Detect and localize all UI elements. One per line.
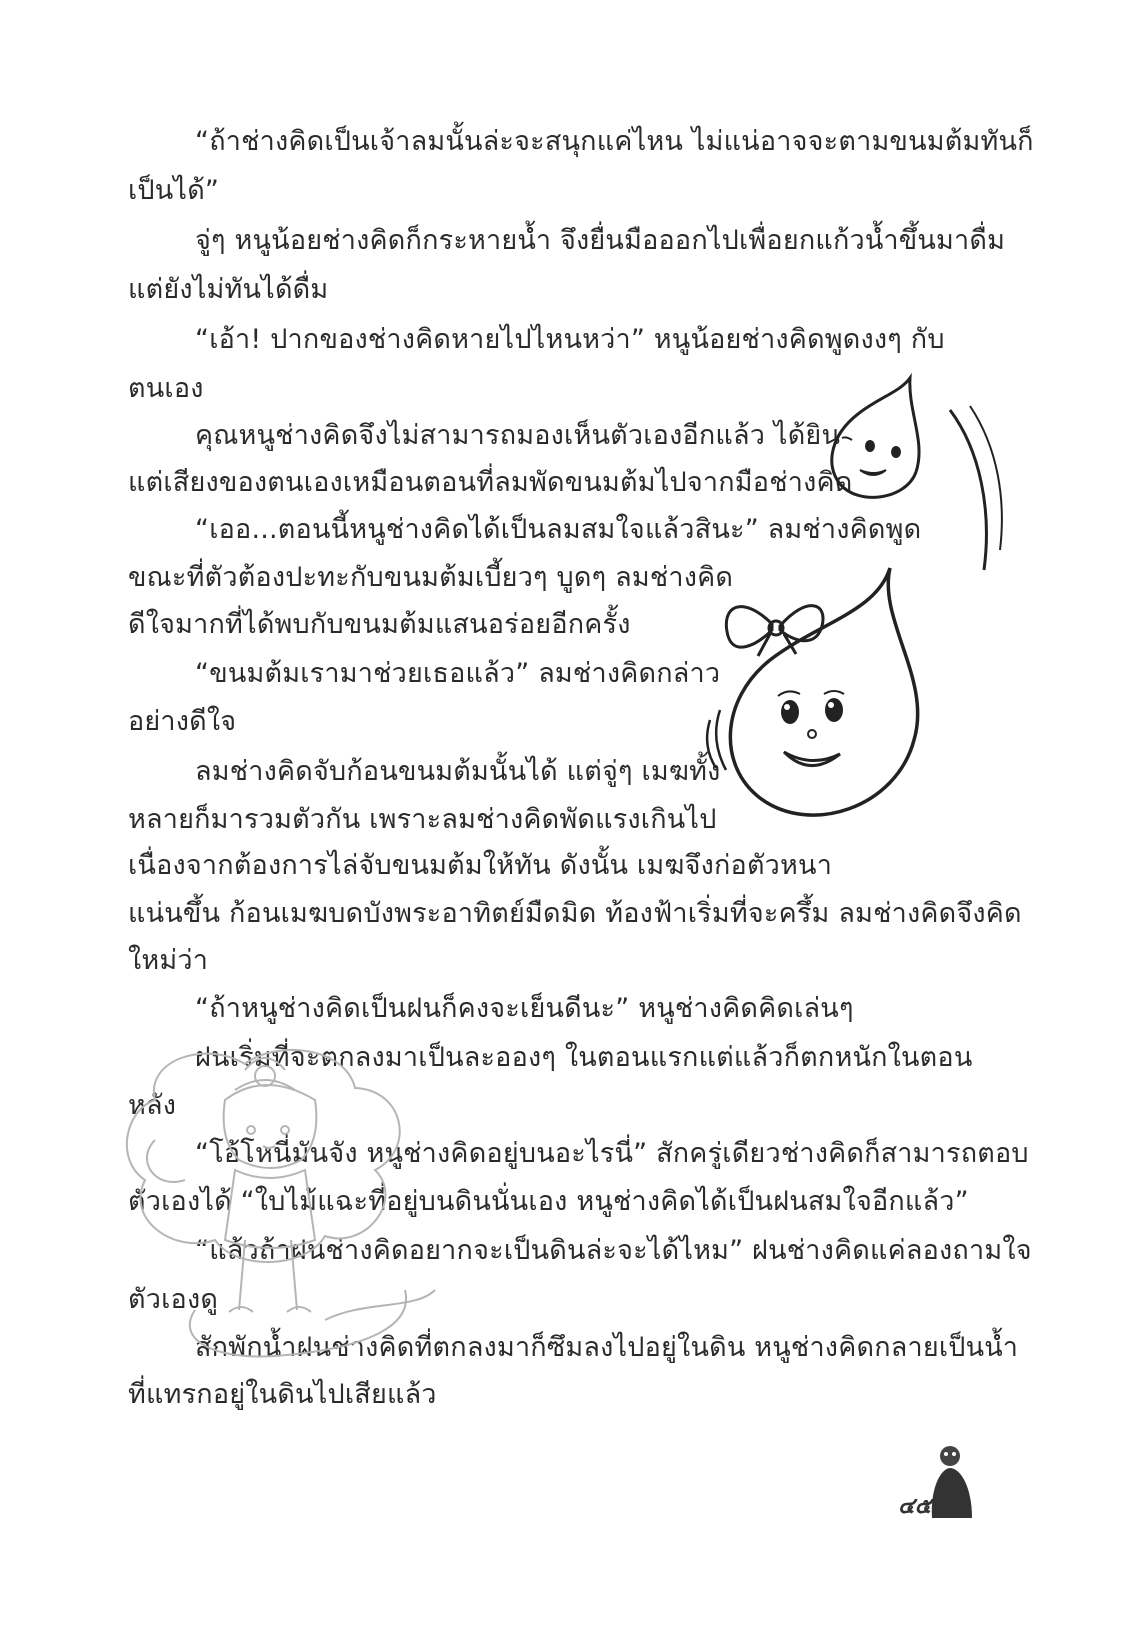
small-character-icon [920, 1440, 980, 1520]
text-line: ลมช่างคิดจับก้อนขนมต้มนั้นได้ แต่จู่ๆ เมฆทั้ง [195, 756, 721, 787]
text-line: “โอ้โหนี่มันจัง หนูช่างคิดอยู่บนอะไรนี่” สักครู่เดียวช่างคิดก็สามารถตอบ [195, 1138, 1029, 1169]
small-water-drop-illustration [818, 372, 928, 512]
text-line: แต่เสียงของตนเองเหมือนตอนที่ลมพัดขนมต้มไปจากมือช่างคิด [128, 467, 853, 498]
text-line: “ถ้าหนูช่างคิดเป็นฝนก็คงจะเย็นดีนะ” หนูช่างคิดคิดเล่นๆ [195, 993, 854, 1024]
text-line: แต่ยังไม่ทันได้ดื่ม [128, 274, 329, 305]
water-drop-girl-illustration [700, 560, 950, 850]
text-line: หลัง [128, 1090, 177, 1121]
text-line: “เอ้า! ปากของช่างคิดหายไปไหนหว่า” หนูน้อยช่างคิดพูดงงๆ กับ [195, 324, 945, 355]
text-line: เป็นได้” [128, 175, 220, 206]
text-line: หลายก็มารวมตัวกัน เพราะลมช่างคิดพัดแรงเกินไป [128, 804, 717, 835]
text-line: “แล้วถ้าฝนช่างคิดอยากจะเป็นดินล่ะจะได้ไหม” ฝนช่างคิดแค่ลองถามใจ [195, 1235, 1032, 1266]
text-line: ตนเอง [128, 373, 204, 404]
text-line: ที่แทรกอยู่ในดินไปเสียแล้ว [128, 1379, 437, 1410]
text-line: จู่ๆ หนูน้อยช่างคิดก็กระหายน้ำ จึงยื่นมือออกไปเพื่อยกแก้วน้ำขึ้นมาดื่ม [195, 225, 1006, 256]
text-line: เนื่องจากต้องการไล่จับขนมต้มให้ทัน ดังนั้น เมฆจึงก่อตัวหนา [128, 850, 833, 881]
text-line: สักพักน้ำฝนช่างคิดที่ตกลงมาก็ซึมลงไปอยู่ในดิน หนูช่างคิดกลายเป็นน้ำ [195, 1332, 1019, 1363]
girl-on-cloud-illustration [115, 1040, 445, 1380]
text-line: แน่นขึ้น ก้อนเมฆบดบังพระอาทิตย์มืดมิด ท้องฟ้าเริ่มที่จะครึ้ม ลมช่างคิดจึงคิด [128, 898, 1022, 929]
text-line: อย่างดีใจ [128, 706, 237, 737]
text-line: ตัวเองดู [128, 1284, 219, 1315]
motion-lines-icon [940, 400, 1010, 580]
text-line: “ถ้าช่างคิดเป็นเจ้าลมนั้นล่ะจะสนุกแค่ไหน ไม่แน่อาจจะตามขนมต้มทันก็ [195, 126, 1034, 157]
text-line: “ขนมต้มเรามาช่วยเธอแล้ว” ลมช่างคิดกล่าว [195, 658, 721, 689]
text-line: ตัวเองได้ “ใบไม้แฉะที่อยู่บนดินนั่นเอง หนูช่างคิดได้เป็นฝนสมใจอีกแล้ว” [128, 1186, 969, 1217]
text-line: ฝนเริ่มที่จะตกลงมาเป็นละอองๆ ในตอนแรกแต่แล้วก็ตกหนักในตอน [195, 1042, 973, 1073]
text-line: คุณหนูช่างคิดจึงไม่สามารถมองเห็นตัวเองอีกแล้ว ได้ยิน [195, 420, 841, 451]
text-line: ดีใจมากที่ได้พบกับขนมต้มแสนอร่อยอีกครั้ง [128, 609, 631, 640]
text-line: ขณะที่ตัวต้องปะทะกับขนมต้มเบี้ยวๆ บูดๆ ลมช่างคิด [128, 562, 734, 593]
text-line: ใหม่ว่า [128, 945, 209, 976]
page-number: ๔๕ [898, 1494, 932, 1519]
text-line: “เออ...ตอนนี้หนูช่างคิดได้เป็นลมสมใจแล้วสินะ” ลมช่างคิดพูด [195, 514, 922, 545]
